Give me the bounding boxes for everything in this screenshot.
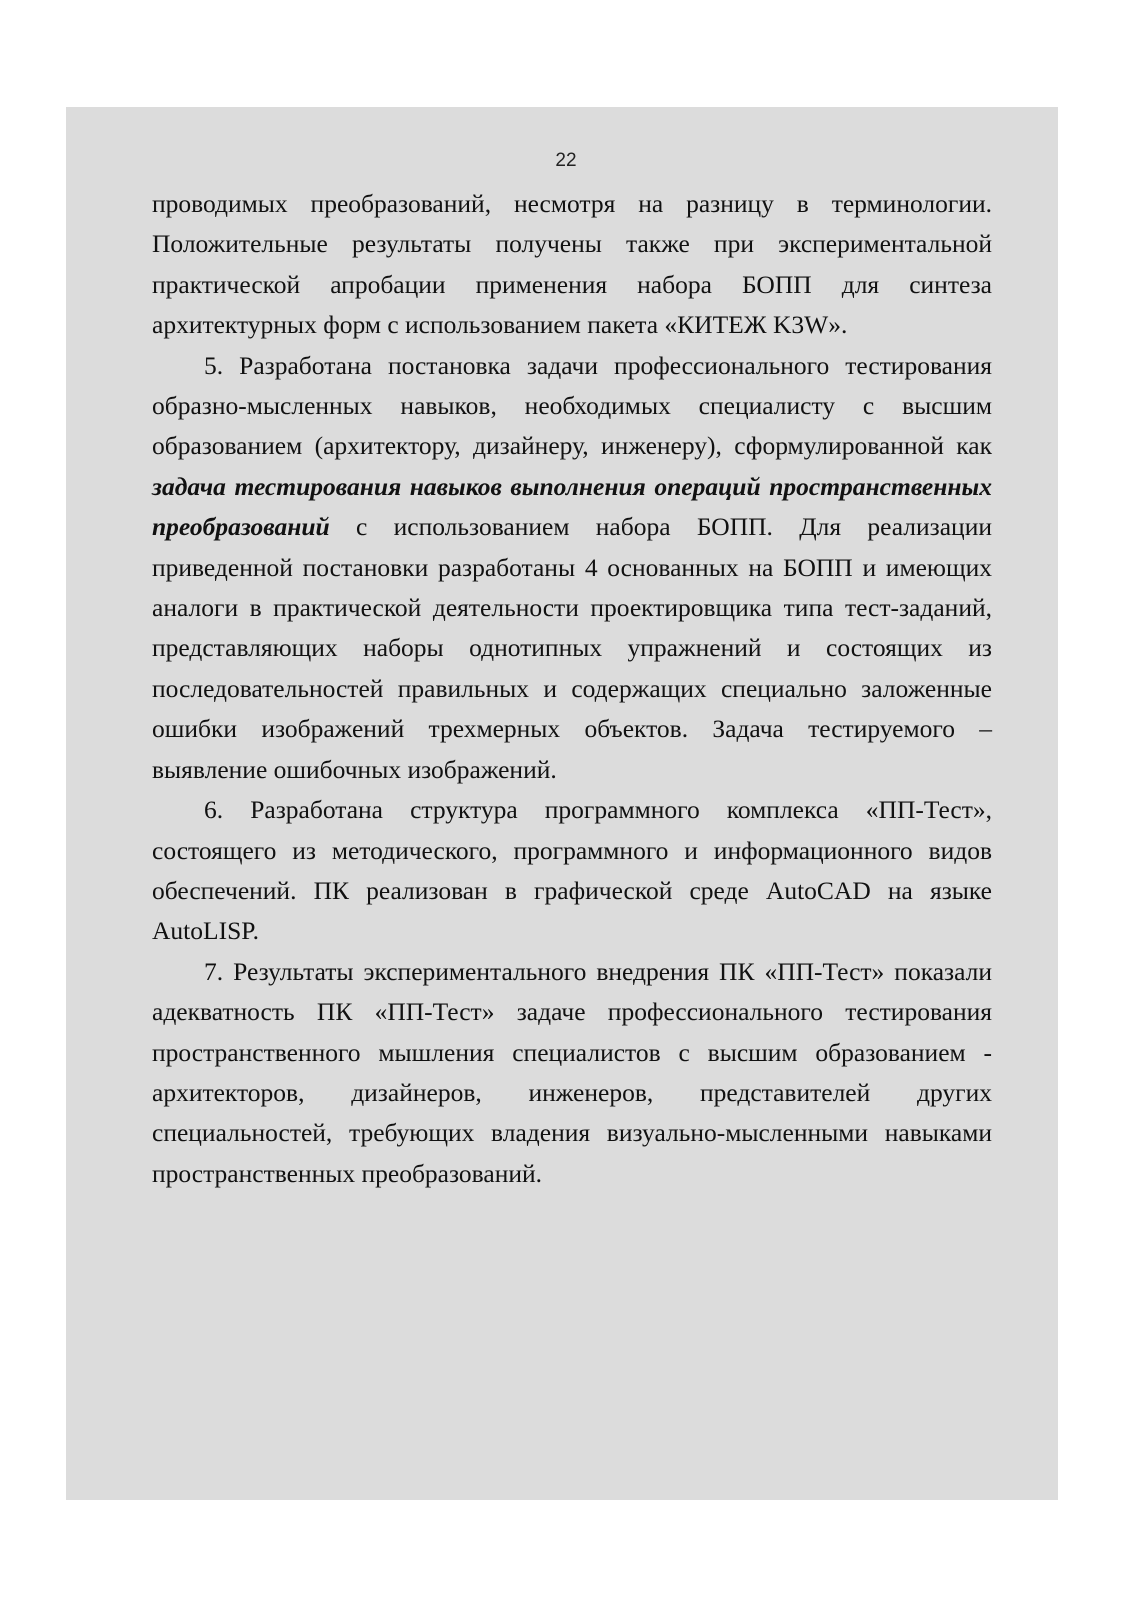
paragraph-item-6 [152, 790, 992, 952]
page-number: 22 [555, 150, 577, 171]
paragraph-text: проводимых преобразований, несмотря на разницу в терминологии. Положительные результаты получены также при экспериментальной практической апробации применения набора БОПП для синтеза архитектурных форм с использованием пакета «КИТЕЖ K3W». [152, 189, 992, 340]
paragraph-item-5 [152, 346, 992, 790]
paragraph-text: 7. Результаты экспериментального внедрения ПК «ПП-Тест» показали адекватность ПК «ПП-Тест» задаче профессионального тестирования пространственного мышления специалистов с высшим образованием - архитекторов, дизайнеров, инженеров, представителей других специальностей, требующих владения визуально-мысленными навыками пространственных преобразований. [152, 956, 992, 1188]
emphasized-term: задача тестирования навыков выполнения операций пространственных преобразований [152, 471, 992, 542]
paragraph-item-7 [152, 952, 992, 1194]
paragraph-conclusion-continuation [152, 184, 992, 346]
document-body [152, 184, 992, 1194]
paragraph-text: 6. Разработана структура программного комплекса «ПП-Тест», состоящего из методического, программного и информационного видов обеспечений. ПК реализован в графической среде AutoCAD на языке AutoLISP. [152, 795, 992, 946]
paragraph-text: с использованием набора БОПП. Для реализации приведенной постановки разработаны 4 основанных на БОПП и имеющих аналоги в практической деятельности проектировщика типа тест-заданий, представляющих наборы однотипных упражнений и состоящих из последовательностей правильных и содержащих специально заложенные ошибки изображений трехмерных объектов. Задача тестируемого – выявление ошибочных изображений. [152, 512, 992, 784]
paragraph-text: 5. Разработана постановка задачи профессионального тестирования образно-мысленных навыков, необходимых специалисту с высшим образованием (архитектору, дизайнеру, инженеру), сформулированной как [152, 350, 992, 461]
